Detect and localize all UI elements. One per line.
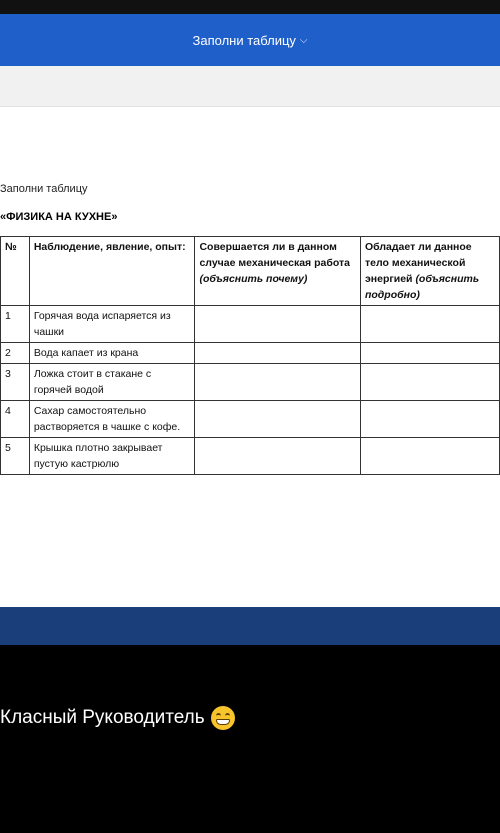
work-cell [195, 438, 361, 475]
row-text: Крышка плотно закрывает пустую кастрюлю [29, 438, 195, 475]
header-num: № [1, 237, 30, 306]
energy-cell [360, 401, 499, 438]
table-row [1, 438, 500, 475]
header-work-text: Совершается ли в данном случае механическая работа [199, 241, 350, 269]
energy-cell [360, 343, 499, 364]
app-header [0, 14, 500, 66]
doc-caption: Заполни таблицу [0, 183, 88, 195]
header-energy-text: Обладает ли данное тело механической энергией [364, 241, 472, 285]
chevron-down-icon: ⌵ [299, 34, 308, 46]
row-num: 3 [1, 364, 30, 401]
image-footer-band [0, 607, 500, 645]
header-title: Заполни таблицу [192, 32, 296, 48]
table-row [1, 343, 500, 364]
work-cell [195, 401, 361, 438]
energy-cell [360, 306, 499, 343]
work-cell [195, 364, 361, 401]
row-text: Вода капает из крана [29, 343, 195, 364]
doc-heading: «ФИЗИКА НА КУХНЕ» [0, 211, 118, 223]
header-energy [360, 237, 499, 306]
toolbar-band [0, 66, 500, 107]
row-num: 2 [1, 343, 30, 364]
title-dropdown[interactable] [193, 33, 308, 48]
header-work [195, 237, 361, 306]
table-header-row [1, 237, 500, 306]
header-energy-note: (объяснить подробно) [364, 273, 480, 301]
row-num: 5 [1, 438, 30, 475]
post-caption [0, 706, 235, 730]
grinning-face-icon [211, 706, 235, 730]
energy-cell [360, 364, 499, 401]
header-work-note: (объяснить почему) [199, 273, 308, 285]
energy-cell [360, 438, 499, 475]
row-text: Ложка стоит в стакане с горячей водой [29, 364, 195, 401]
post-caption-text: Класный Руководитель [0, 707, 205, 728]
table-row [1, 364, 500, 401]
row-text: Сахар самостоятельно растворяется в чашке с кофе. [29, 401, 195, 438]
row-text: Горячая вода испаряется из чашки [29, 306, 195, 343]
work-cell [195, 306, 361, 343]
table-row [1, 306, 500, 343]
work-cell [195, 343, 361, 364]
document-image [0, 107, 500, 607]
header-observation: Наблюдение, явление, опыт: [29, 237, 195, 306]
worksheet-table [0, 236, 500, 475]
row-num: 4 [1, 401, 30, 438]
table-row [1, 401, 500, 438]
row-num: 1 [1, 306, 30, 343]
status-bar [0, 0, 500, 14]
